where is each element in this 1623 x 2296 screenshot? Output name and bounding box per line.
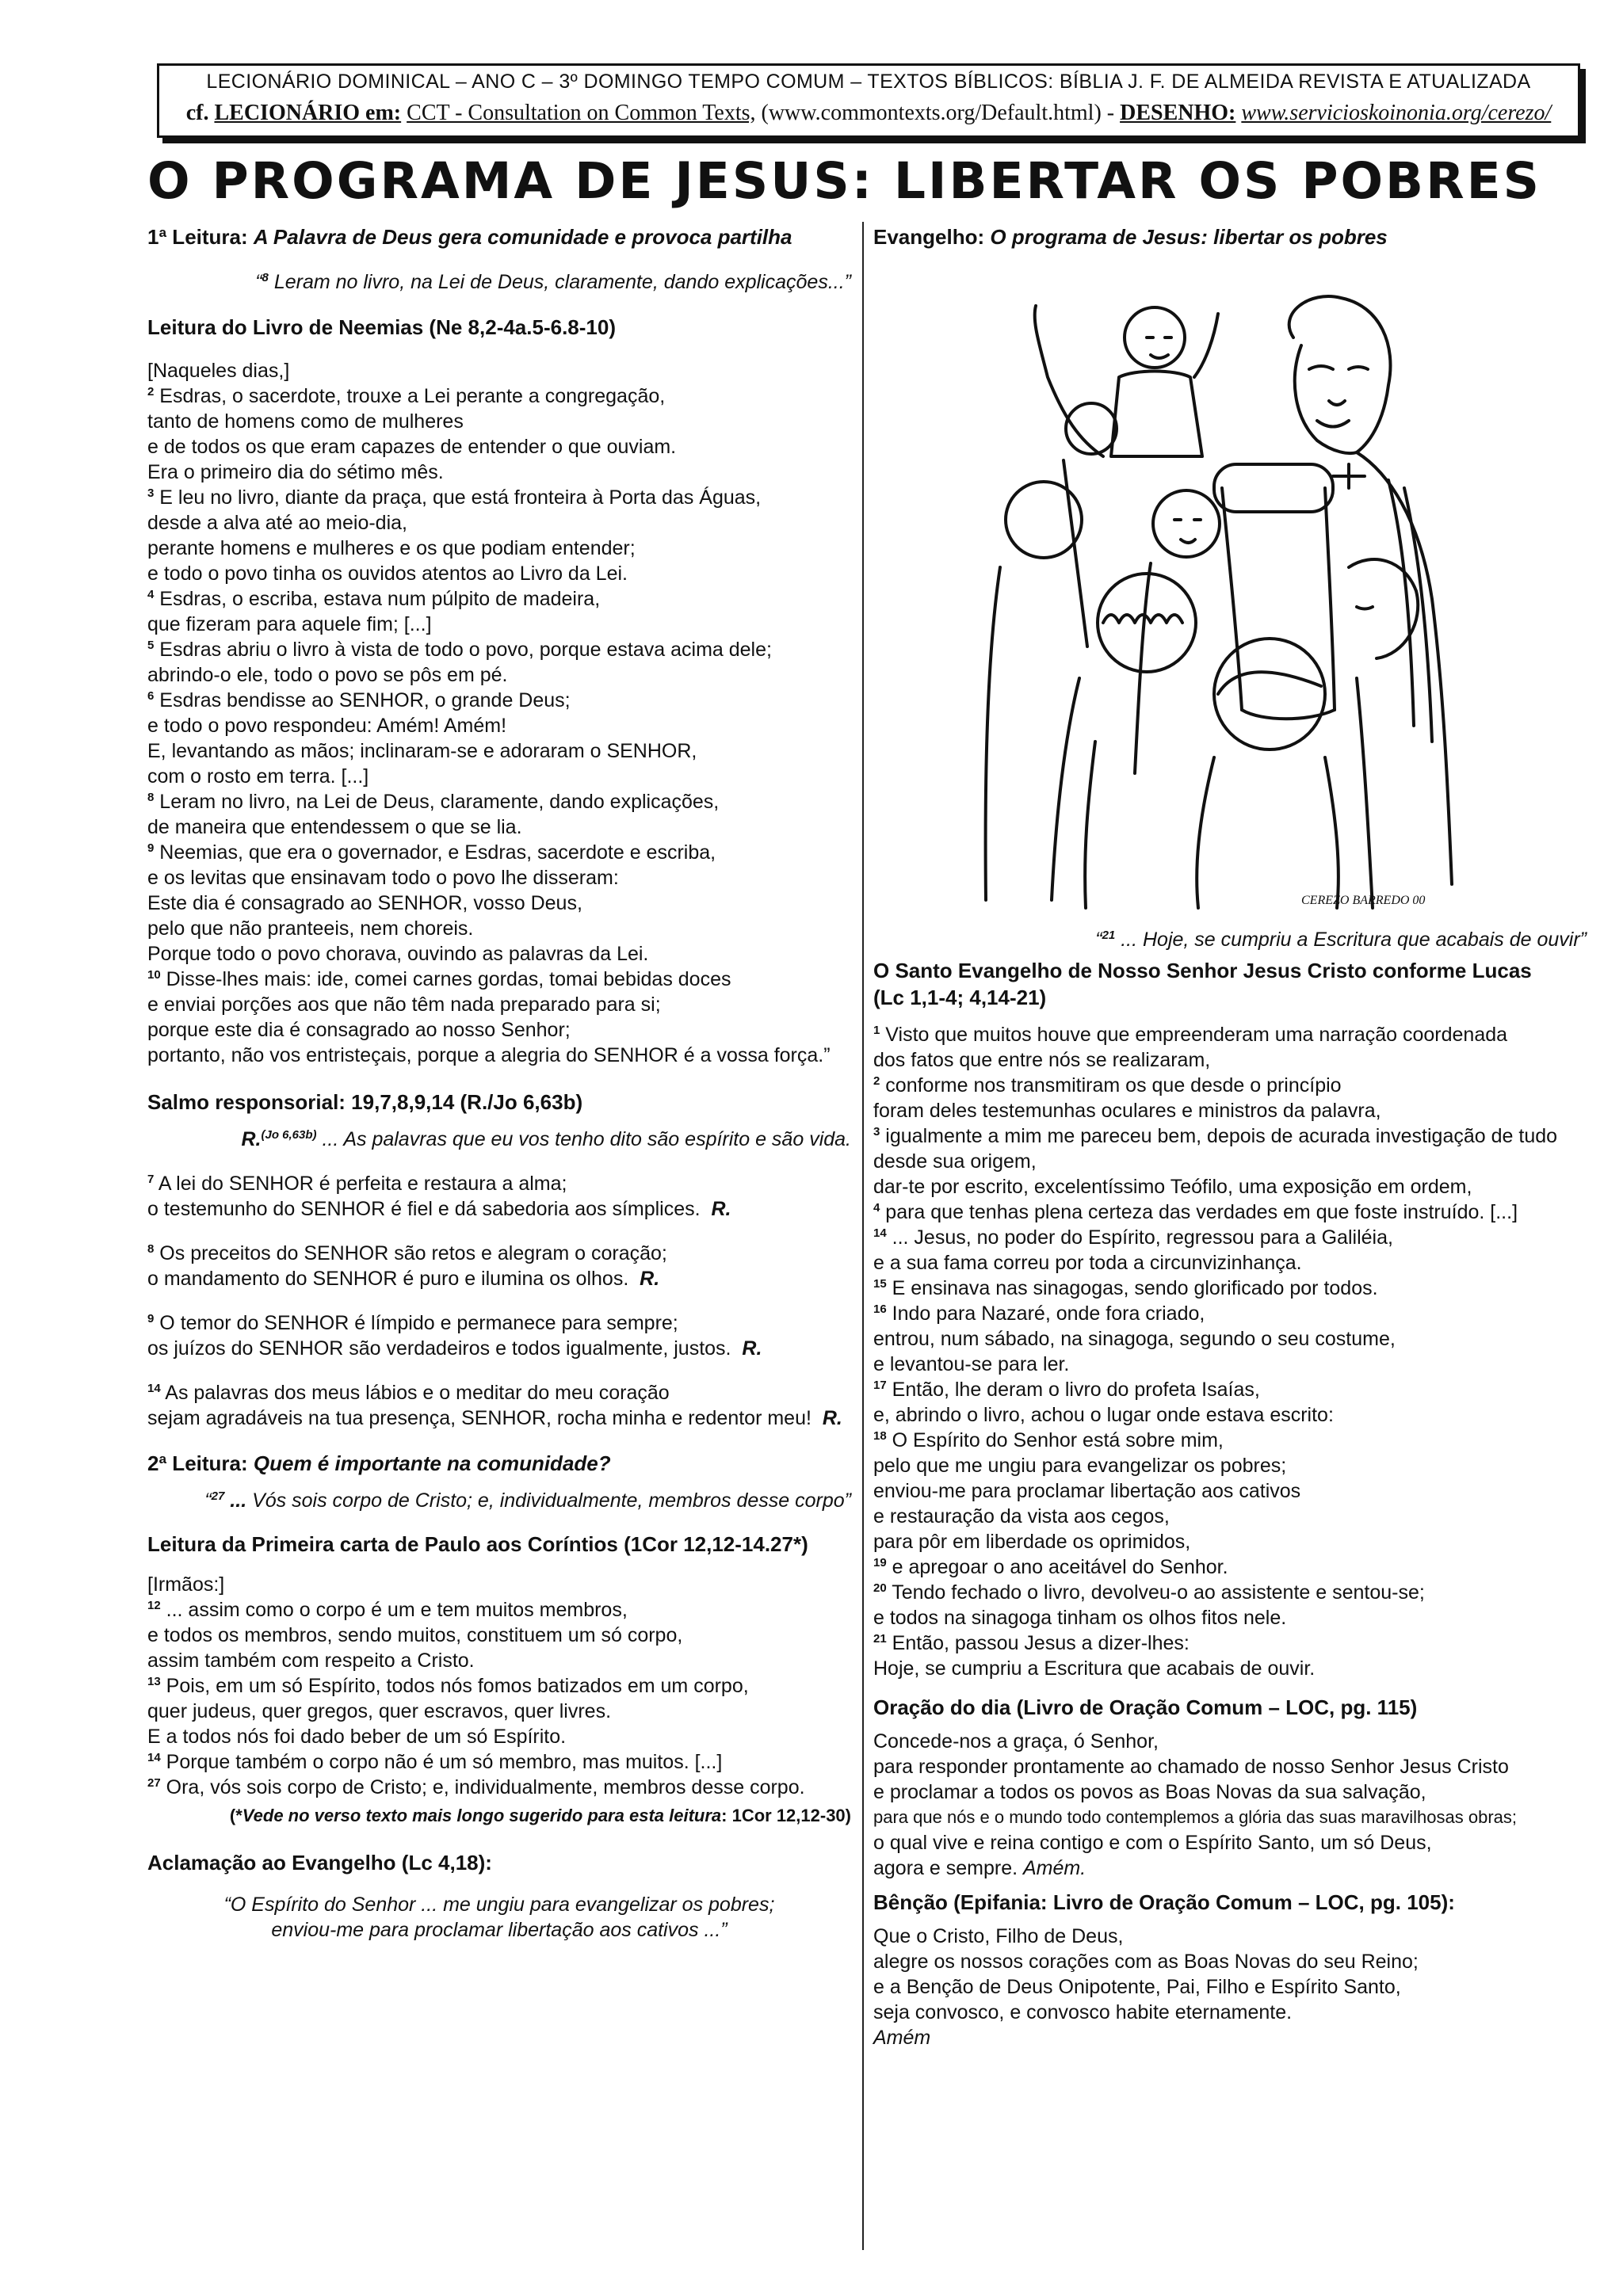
- first-reading-line: [147, 967, 851, 992]
- verse-text: e a sua fama correu por toda a circunvizinhança.: [873, 1252, 1302, 1274]
- first-reading-line: [147, 409, 851, 434]
- second-reading-text: [147, 1572, 851, 1800]
- column-divider: [862, 222, 864, 2250]
- first-reading-line: [147, 434, 851, 460]
- verse-number: 10: [147, 968, 161, 982]
- verse-text: dar-te por escrito, excelentíssimo Teófilo, uma exposição em ordem,: [873, 1176, 1472, 1198]
- verse-text: Disse-lhes mais: ide, comei carnes gordas, tomai bebidas doces: [166, 968, 731, 990]
- verse-text: assim também com respeito a Cristo.: [147, 1650, 475, 1672]
- verse-text: Esdras, o escriba, estava num púlpito de madeira,: [159, 588, 601, 610]
- gospel-line: [873, 1123, 1587, 1149]
- second-reading-line: [147, 1775, 851, 1800]
- verse-text: o mandamento do SENHOR é puro e ilumina os olhos.: [147, 1268, 629, 1290]
- verse-text: Então, passou Jesus a dizer-lhes:: [892, 1632, 1190, 1654]
- first-reading-line: [147, 561, 851, 586]
- first-reading-line: [147, 586, 851, 612]
- verse-text: A lei do SENHOR é perfeita e restaura a alma;: [158, 1173, 567, 1195]
- first-reading-line: [147, 840, 851, 865]
- verse-text: Esdras, o sacerdote, trouxe a Lei perante a congregação,: [159, 385, 666, 407]
- gospel-line: [873, 1453, 1587, 1478]
- verse-text: conforme nos transmitiram os que desde o princípio: [885, 1074, 1342, 1097]
- verse-text: E a todos nós foi dado beber de um só Espírito.: [147, 1726, 567, 1748]
- second-reading-note: (*Vede no verso texto mais longo sugerido para esta leitura: 1Cor 12,12-30): [229, 1806, 851, 1825]
- verse-number: 15: [873, 1277, 887, 1291]
- verse-number: 14: [147, 1382, 161, 1395]
- header-separator: -: [1106, 101, 1115, 125]
- verse-text: O Espírito do Senhor está sobre mim,: [892, 1429, 1224, 1451]
- acclamation-text: [147, 1892, 851, 1943]
- psalm-stanza: [147, 1241, 851, 1291]
- gospel-line: [873, 1098, 1587, 1123]
- first-reading-title: 1ª Leitura: A Palavra de Deus gera comunidade e provoca partilha: [147, 225, 792, 249]
- first-reading-line: [147, 941, 851, 967]
- verse-text: Esdras bendisse ao SENHOR, o grande Deus;: [159, 689, 571, 711]
- blessing-heading: Bênção (Epifania: Livro de Oração Comum – LOC, pg. 105):: [873, 1890, 1455, 1914]
- verse-number: 13: [147, 1675, 161, 1688]
- verse-text: Hoje, se cumpriu a Escritura que acabais de ouvir.: [873, 1657, 1316, 1680]
- verse-text: e todos os membros, sendo muitos, constituem um só corpo,: [147, 1624, 683, 1646]
- right-column: [873, 223, 1587, 2050]
- verse-text: E leu no livro, diante da praça, que está fronteira à Porta das Águas,: [159, 486, 762, 509]
- acclamation-line-1: “O Espírito do Senhor ... me ungiu para evangelizar os pobres;: [223, 1894, 775, 1916]
- verse-text: e todo o povo tinha os ouvidos atentos ao Livro da Lei.: [147, 563, 628, 585]
- verse-number: 3: [147, 486, 155, 500]
- second-reading-line: [147, 1623, 851, 1648]
- verse-text: ... assim como o corpo é um e tem muitos membros,: [166, 1599, 628, 1621]
- verse-number: 12: [147, 1599, 161, 1612]
- verse-text: enviou-me para proclamar libertação aos cativos: [873, 1480, 1301, 1502]
- verse-text: E, levantando as mãos; inclinaram-se e adoraram o SENHOR,: [147, 740, 697, 762]
- first-reading-line: [147, 460, 851, 485]
- first-reading-line: [147, 358, 851, 383]
- gospel-line: [873, 1047, 1587, 1073]
- psalm-stanza: [147, 1171, 851, 1222]
- psalm-stanza: [147, 1310, 851, 1361]
- verse-number: 7: [147, 1173, 155, 1186]
- verse-text: [Irmãos:]: [147, 1573, 225, 1596]
- second-reading-line: [147, 1724, 851, 1749]
- first-reading-line: [147, 612, 851, 637]
- verse-number: 8: [147, 791, 155, 804]
- verse-text: Ora, vós sois corpo de Cristo; e, individualmente, membros desse corpo.: [166, 1776, 805, 1798]
- prayer-heading: Oração do dia (Livro de Oração Comum – LOC, pg. 115): [873, 1695, 1418, 1719]
- second-reading-quote: “$^{27}$ ... Vós sois corpo de Cristo; e, individualmente, membros desse corpo”: [204, 1489, 851, 1512]
- header-desenho-label: DESENHO:: [1120, 101, 1236, 125]
- verse-number: 21: [873, 1632, 887, 1646]
- verse-text: para pôr em liberdade os oprimidos,: [873, 1531, 1191, 1553]
- verse-number: 6: [147, 689, 155, 703]
- gospel-line: [873, 1301, 1587, 1326]
- verse-text: e enviai porções aos que não têm nada preparado para si;: [147, 994, 661, 1016]
- header-cf: cf.: [185, 101, 209, 125]
- verse-text: e os levitas que ensinavam todo o povo lhe disseram:: [147, 867, 619, 889]
- verse-number: 1: [873, 1024, 880, 1037]
- header-cct-url[interactable]: (www.commontexts.org/Default.html): [761, 101, 1102, 125]
- gospel-line: [873, 1428, 1587, 1453]
- acclamation-line-2: enviou-me para proclamar libertação aos cativos ...”: [271, 1919, 727, 1941]
- jesus-reading-scroll-drawing-icon: [976, 282, 1476, 916]
- verse-text: com o rosto em terra. [...]: [147, 765, 369, 788]
- verse-text: O temor do SENHOR é límpido e permanece para sempre;: [159, 1312, 678, 1334]
- second-reading-line: [147, 1572, 851, 1597]
- psalm-response: R.: [822, 1407, 842, 1429]
- verse-number: 16: [873, 1302, 887, 1316]
- psalm-response: R.: [711, 1198, 731, 1220]
- verse-text: As palavras dos meus lábios e o meditar do meu coração: [165, 1382, 670, 1404]
- verse-text: Porque também o corpo não é um só membro, mas muitos. [...]: [166, 1751, 723, 1773]
- verse-text: os juízos do SENHOR são verdadeiros e todos igualmente, justos.: [147, 1337, 731, 1360]
- header-box: [157, 63, 1580, 138]
- verse-number: 19: [873, 1556, 887, 1569]
- verse-text: Visto que muitos houve que empreenderam uma narração coordenada: [885, 1024, 1508, 1046]
- verse-text: quer judeus, quer gregos, quer escravos, quer livres.: [147, 1700, 612, 1722]
- verse-text: e todo o povo respondeu: Amém! Amém!: [147, 715, 507, 737]
- gospel-line: [873, 1073, 1587, 1098]
- gospel-line: [873, 1580, 1587, 1605]
- verse-text: para que tenhas plena certeza das verdades em que foste instruído. [...]: [885, 1201, 1518, 1223]
- verse-text: abrindo-o ele, todo o povo se pôs em pé.: [147, 664, 508, 686]
- verse-text: entrou, num sábado, na sinagoga, segundo o seu costume,: [873, 1328, 1396, 1350]
- verse-text: e todos na sinagoga tinham os olhos fitos nele.: [873, 1607, 1287, 1629]
- gospel-line: [873, 1529, 1587, 1554]
- verse-text: Era o primeiro dia do sétimo mês.: [147, 461, 444, 483]
- verse-text: o testemunho do SENHOR é fiel e dá sabedoria aos símplices.: [147, 1198, 701, 1220]
- psalm-response: R.: [640, 1268, 660, 1290]
- verse-number: 27: [147, 1776, 161, 1790]
- verse-text: desde sua origem,: [873, 1150, 1037, 1173]
- verse-text: Indo para Nazaré, onde fora criado,: [892, 1302, 1205, 1325]
- drawing-signature: CEREZO BARREDO 00: [1301, 894, 1426, 907]
- first-reading-line: [147, 688, 851, 713]
- gospel-title: Evangelho: O programa de Jesus: libertar os pobres: [873, 225, 1388, 249]
- first-reading-quote: “$^8$ Leram no livro, na Lei de Deus, claramente, dando explicações...”: [255, 271, 851, 293]
- first-reading-line: [147, 764, 851, 789]
- second-reading-line: [147, 1699, 851, 1724]
- header-lecionario-label: LECIONÁRIO em:: [214, 101, 402, 125]
- first-reading-line: [147, 1017, 851, 1043]
- first-reading-line: [147, 916, 851, 941]
- first-reading-line: [147, 637, 851, 662]
- verse-number: 4: [147, 588, 155, 601]
- verse-number: 18: [873, 1429, 887, 1443]
- verse-number: 3: [873, 1125, 880, 1138]
- first-reading-line: [147, 814, 851, 840]
- first-reading-line: [147, 992, 851, 1017]
- verse-text: que fizeram para aquele fim; [...]: [147, 613, 432, 635]
- verse-text: Então, lhe deram o livro do profeta Isaías,: [892, 1379, 1260, 1401]
- header-line-2: [159, 101, 1578, 126]
- gospel-line: [873, 1352, 1587, 1377]
- verse-text: desde a alva até ao meio-dia,: [147, 512, 407, 534]
- verse-text: ... Jesus, no poder do Espírito, regressou para a Galiléia,: [892, 1226, 1393, 1249]
- blessing-text: Que o Cristo, Filho de Deus, alegre os nossos corações com as Boas Novas do seu Reino; e a Benção de Deus Onipotente, Pai, Filho e Espírito Santo, seja convosco, e convosco habite eternamente. Amém: [873, 1925, 1419, 2049]
- verse-text: de maneira que entendessem o que se lia.: [147, 816, 522, 838]
- second-reading-line: [147, 1648, 851, 1673]
- acclamation-heading: Aclamação ao Evangelho (Lc 4,18):: [147, 1851, 492, 1875]
- verse-number: 14: [873, 1226, 887, 1240]
- gospel-line: [873, 1377, 1587, 1402]
- gospel-line: [873, 1478, 1587, 1504]
- verse-text: e, abrindo o livro, achou o lugar onde estava escrito:: [873, 1404, 1334, 1426]
- verse-text: perante homens e mulheres e os que podiam entender;: [147, 537, 636, 559]
- verse-number: 14: [147, 1751, 161, 1764]
- verse-text: Este dia é consagrado ao SENHOR, vosso Deus,: [147, 892, 582, 914]
- prayer-text: Concede-nos a graça, ó Senhor, para responder prontamente ao chamado de nosso Senhor Jesus Cristo e proclamar a todos os povos as Boas Novas da sua salvação, para que nós e o mundo todo contemplemos a glória das suas maravilhosas obras; o qual vive e reina contigo e com o Espírito Santo, um só Deus, agora e sempre. Amém.: [873, 1730, 1518, 1879]
- header-desenho-link[interactable]: www.servicioskoinonia.org/cerezo/: [1241, 101, 1552, 125]
- header-cct-link[interactable]: CCT - Consultation on Common Texts,: [407, 101, 756, 125]
- first-reading-line: [147, 891, 851, 916]
- verse-number: 5: [147, 639, 155, 652]
- verse-text: e levantou-se para ler.: [873, 1353, 1070, 1375]
- first-reading-line: [147, 865, 851, 891]
- verse-number: 20: [873, 1581, 887, 1595]
- left-column: [147, 223, 851, 1943]
- psalm-stanza: [147, 1380, 851, 1431]
- gospel-line: [873, 1276, 1587, 1301]
- gospel-line: [873, 1199, 1587, 1225]
- verse-text: dos fatos que entre nós se realizaram,: [873, 1049, 1211, 1071]
- page-title: O PROGRAMA DE JESUS: LIBERTAR OS POBRES: [147, 152, 1541, 210]
- verse-text: pelo que me ungiu para evangelizar os pobres;: [873, 1455, 1287, 1477]
- psalm-text: [147, 1171, 851, 1431]
- verse-text: porque este dia é consagrado ao nosso Senhor;: [147, 1019, 571, 1041]
- first-reading-line: [147, 662, 851, 688]
- first-reading-line: [147, 738, 851, 764]
- psalm-refrain: R.$^{(Jo 6,63b)}$ ... As palavras que eu vos tenho dito são espírito e são vida.: [241, 1128, 851, 1150]
- first-reading-line: [147, 536, 851, 561]
- verse-text: igualmente a mim me pareceu bem, depois de acurada investigação de tudo: [885, 1125, 1558, 1147]
- gospel-heading: O Santo Evangelho de Nosso Senhor Jesus Cristo conforme Lucas (Lc 1,1-4; 4,14-21): [873, 959, 1532, 1009]
- first-reading-line: [147, 383, 851, 409]
- second-reading-line: [147, 1673, 851, 1699]
- verse-number: 2: [147, 385, 155, 399]
- gospel-line: [873, 1554, 1587, 1580]
- second-reading-title: 2ª Leitura: Quem é importante na comunidade?: [147, 1451, 611, 1475]
- gospel-line: [873, 1402, 1587, 1428]
- first-reading-line: [147, 485, 851, 510]
- psalm-heading: Salmo responsorial: 19,7,8,9,14 (R./Jo 6,63b): [147, 1090, 583, 1114]
- verse-text: tanto de homens como de mulheres: [147, 410, 464, 433]
- gospel-line: [873, 1149, 1587, 1174]
- first-reading-line: [147, 1043, 851, 1068]
- first-reading-line: [147, 713, 851, 738]
- verse-number: 17: [873, 1379, 887, 1392]
- verse-text: e apregoar o ano aceitável do Senhor.: [892, 1556, 1228, 1578]
- verse-text: Leram no livro, na Lei de Deus, claramente, dando explicações,: [159, 791, 720, 813]
- verse-number: 9: [147, 1312, 155, 1325]
- gospel-line: [873, 1022, 1587, 1047]
- gospel-quote: “$^{21}$ ... Hoje, se cumpriu a Escritura que acabais de ouvir”: [1095, 929, 1587, 951]
- gospel-line: [873, 1656, 1587, 1681]
- verse-text: Esdras abriu o livro à vista de todo o povo, porque estava acima dele;: [159, 639, 772, 661]
- first-reading-line: [147, 510, 851, 536]
- verse-text: pelo que não pranteeis, nem choreis.: [147, 917, 474, 940]
- verse-text: Tendo fechado o livro, devolveu-o ao assistente e sentou-se;: [892, 1581, 1425, 1604]
- first-reading-text: [147, 358, 851, 1068]
- verse-text: foram deles testemunhas oculares e ministros da palavra,: [873, 1100, 1381, 1122]
- verse-text: Os preceitos do SENHOR são retos e alegram o coração;: [159, 1242, 667, 1264]
- verse-number: 8: [147, 1242, 155, 1256]
- verse-number: 2: [873, 1074, 880, 1088]
- second-reading-line: [147, 1597, 851, 1623]
- psalm-response: R.: [742, 1337, 762, 1360]
- gospel-line: [873, 1326, 1587, 1352]
- verse-number: 9: [147, 841, 155, 855]
- verse-text: [Naqueles dias,]: [147, 360, 290, 382]
- verse-text: e de todos os que eram capazes de entender o que ouviam.: [147, 436, 677, 458]
- gospel-text: [873, 1022, 1587, 1681]
- gospel-line: [873, 1225, 1587, 1250]
- verse-text: Neemias, que era o governador, e Esdras, sacerdote e escriba,: [159, 841, 716, 864]
- second-reading-line: [147, 1749, 851, 1775]
- gospel-line: [873, 1630, 1587, 1656]
- first-reading-line: [147, 789, 851, 814]
- verse-text: sejam agradáveis na tua presença, SENHOR, rocha minha e redentor meu!: [147, 1407, 812, 1429]
- gospel-line: [873, 1174, 1587, 1199]
- verse-text: Pois, em um só Espírito, todos nós fomos batizados em um corpo,: [166, 1675, 749, 1697]
- second-reading-heading: Leitura da Primeira carta de Paulo aos Coríntios (1Cor 12,12-14.27*): [147, 1532, 808, 1556]
- gospel-line: [873, 1605, 1587, 1630]
- first-reading-heading: Leitura do Livro de Neemias (Ne 8,2-4a.5-6.8-10): [147, 315, 616, 339]
- verse-text: Porque todo o povo chorava, ouvindo as palavras da Lei.: [147, 943, 649, 965]
- header-line-1: LECIONÁRIO DOMINICAL – ANO C – 3º DOMINGO TEMPO COMUM – TEXTOS BÍBLICOS: BÍBLIA J. F. DE ALMEIDA REVISTA E ATUALIZADA: [206, 71, 1531, 93]
- verse-number: 4: [873, 1201, 880, 1215]
- gospel-line: [873, 1250, 1587, 1276]
- verse-text: e restauração da vista aos cegos,: [873, 1505, 1170, 1527]
- verse-text: E ensinava nas sinagogas, sendo glorificado por todos.: [892, 1277, 1378, 1299]
- verse-text: portanto, não vos entristeçais, porque a alegria do SENHOR é a vossa força.”: [147, 1044, 831, 1066]
- gospel-line: [873, 1504, 1587, 1529]
